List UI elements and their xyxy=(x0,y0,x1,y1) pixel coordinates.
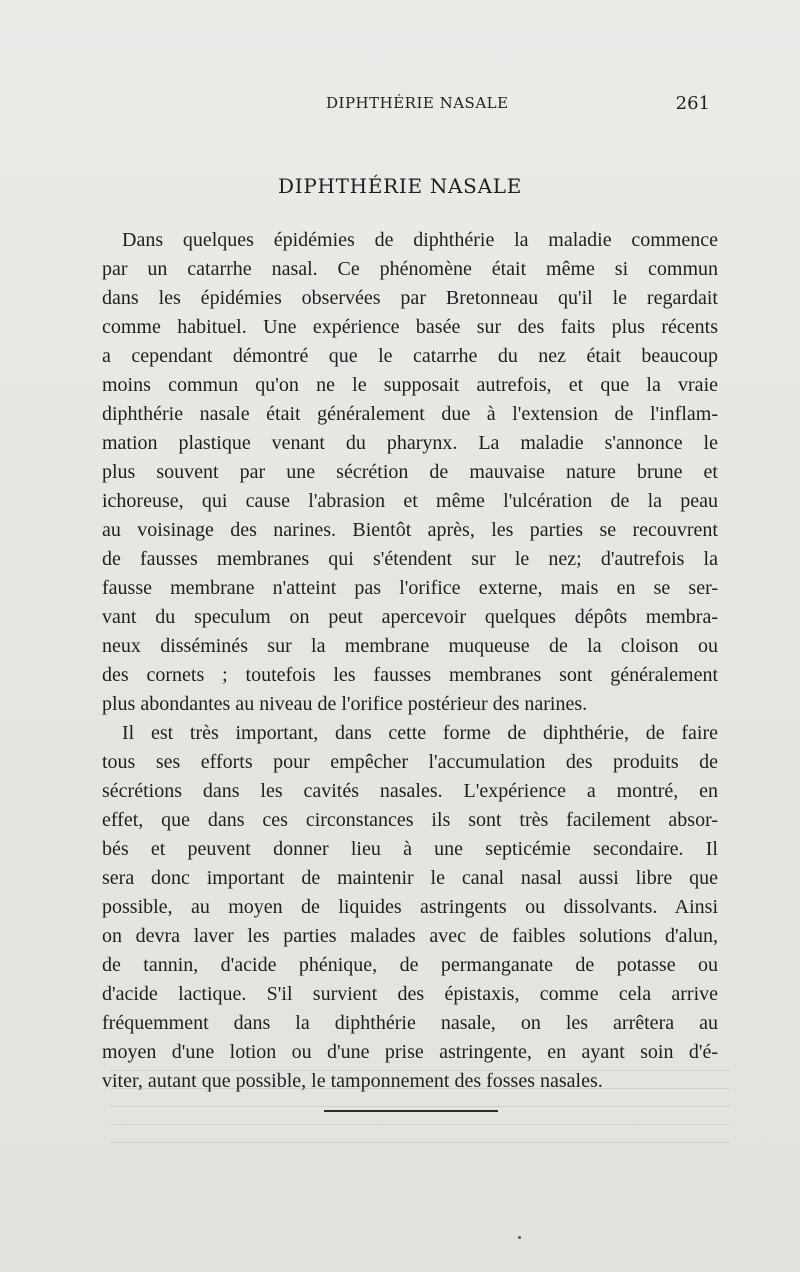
text-line: plus abondantes au niveau de l'orifice postérieur des narines. xyxy=(102,693,588,715)
text-line: ichoreuse, qui cause l'abrasion et même l'ulcération de la peau xyxy=(102,490,718,512)
text-line: sera donc important de maintenir le canal nasal aussi libre que xyxy=(102,867,718,889)
text-line: plus souvent par une sécrétion de mauvaise nature brune et xyxy=(102,461,718,483)
text-line: possible, au moyen de liquides astringents ou dissolvants. Ainsi xyxy=(102,896,718,918)
text-line: Dans quelques épidémies de diphthérie la maladie commence xyxy=(122,229,718,251)
text-line: fausse membrane n'atteint pas l'orifice externe, mais en se ser- xyxy=(102,577,718,599)
text-line: comme habituel. Une expérience basée sur des faits plus récents xyxy=(102,316,718,338)
text-line: diphthérie nasale était généralement due à l'extension de l'inflam- xyxy=(102,403,718,425)
text-line: par un catarrhe nasal. Ce phénomène était même si commun xyxy=(102,258,718,280)
text-line: a cependant démontré que le catarrhe du nez était beaucoup xyxy=(102,345,718,367)
text-line: de fausses membranes qui s'étendent sur le nez; d'autrefois la xyxy=(102,548,718,570)
text-line: dans les épidémies observées par Bretonneau qu'il le regardait xyxy=(102,287,718,309)
text-line: tous ses efforts pour empêcher l'accumulation des produits de xyxy=(102,751,718,773)
text-line: d'acide lactique. S'il survient des épistaxis, comme cela arrive xyxy=(102,983,718,1005)
text-line: Il est très important, dans cette forme de diphthérie, de faire xyxy=(122,722,718,744)
text-line: mation plastique venant du pharynx. La maladie s'annonce le xyxy=(102,432,718,454)
text-line: fréquemment dans la diphthérie nasale, on les arrêtera au xyxy=(102,1012,718,1034)
running-title: DIPHTHÉRIE NASALE xyxy=(326,94,509,112)
text-line: sécrétions dans les cavités nasales. L'expérience a montré, en xyxy=(102,780,718,802)
speck-mark xyxy=(518,1236,521,1239)
text-line: on devra laver les parties malades avec de faibles solutions d'alun, xyxy=(102,925,718,947)
section-rule xyxy=(324,1110,498,1112)
text-line: des cornets ; toutefois les fausses membranes sont généralement xyxy=(102,664,718,686)
text-line: bés et peuvent donner lieu à une septicémie secondaire. Il xyxy=(102,838,718,860)
running-header xyxy=(0,94,800,116)
text-line: viter, autant que possible, le tamponnement des fosses nasales. xyxy=(102,1070,603,1092)
body-text xyxy=(102,226,718,1096)
text-line: vant du speculum on peut apercevoir quelques dépôts membra- xyxy=(102,606,718,628)
text-line: de tannin, d'acide phénique, de permanganate de potasse ou xyxy=(102,954,718,976)
text-line: effet, que dans ces circonstances ils sont très facilement absor- xyxy=(102,809,718,831)
page-number: 261 xyxy=(675,93,710,114)
text-line: au voisinage des narines. Bientôt après, les parties se recouvrent xyxy=(102,519,718,541)
chapter-title: DIPHTHÉRIE NASALE xyxy=(278,174,522,198)
text-line: moyen d'une lotion ou d'une prise astringente, en ayant soin d'é- xyxy=(102,1041,718,1063)
text-line: neux disséminés sur la membrane muqueuse de la cloison ou xyxy=(102,635,718,657)
text-line: moins commun qu'on ne le supposait autrefois, et que la vraie xyxy=(102,374,718,396)
